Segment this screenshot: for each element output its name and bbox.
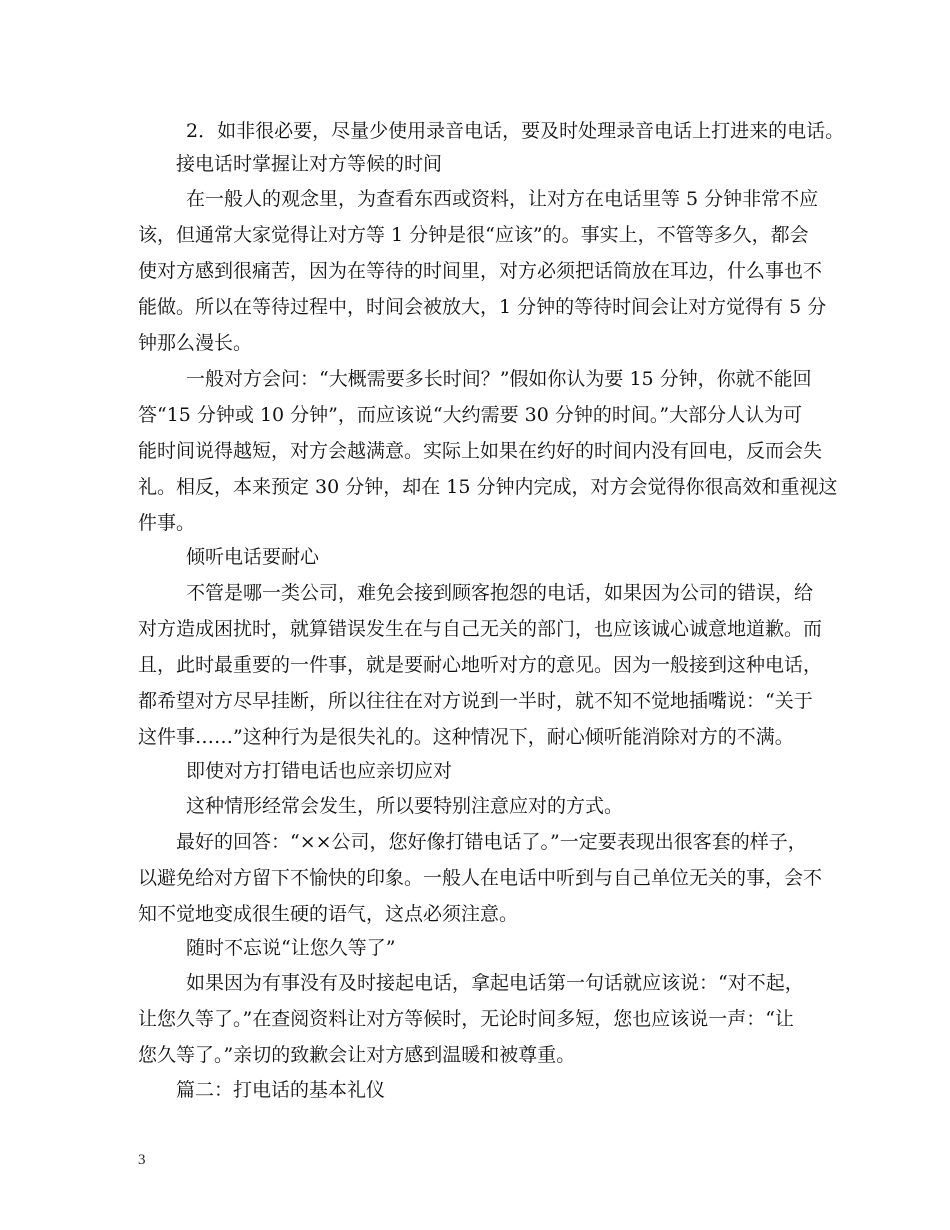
text-line: 一般对方会问：“大概需要多长时间？”假如你认为要 15 分钟，你就不能回 xyxy=(186,368,812,390)
text-line: 该，但通常大家觉得让对方等 1 分钟是很“应该”的。事实上，不管等多久，都会 xyxy=(138,224,809,246)
text-line: 在一般人的观念里，为查看东西或资料，让对方在电话里等 5 分钟非常不应 xyxy=(186,188,819,210)
section-heading: 随时不忘说“让您久等了” xyxy=(186,937,396,959)
text-line: 这种情形经常会发生，所以要特别注意应对的方式。 xyxy=(186,795,624,817)
page-number: 3 xyxy=(138,1152,146,1168)
text-line: 对方造成困扰时，就算错误发生在与自己无关的部门，也应该诚心诚意地道歉。而 xyxy=(138,618,823,640)
section-heading: 倾听电话要耐心 xyxy=(186,546,320,568)
text-line: 2．如非很必要，尽量少使用录音电话，要及时处理录音电话上打进来的电话。 xyxy=(186,120,845,142)
text-line: 不管是哪一类公司，难免会接到顾客抱怨的电话，如果因为公司的错误，给 xyxy=(186,582,814,604)
text-line: 能时间说得越短，对方会越满意。实际上如果在约好的时间内没有回电，反而会失 xyxy=(138,440,823,462)
section-heading: 接电话时掌握让对方等候的时间 xyxy=(176,153,443,175)
text-line: 您久等了。”亲切的致歉会让对方感到温暖和被尊重。 xyxy=(138,1044,576,1066)
text-line: 答“15 分钟或 10 分钟”，而应该说“大约需要 30 分钟的时间。”大部分人认为可 xyxy=(138,404,803,426)
text-line: 以避免给对方留下不愉快的印象。一般人在电话中听到与自己单位无关的事，会不 xyxy=(138,867,823,889)
text-line: 使对方感到很痛苦，因为在等待的时间里，对方必须把话筒放在耳边，什么事也不 xyxy=(138,260,823,282)
text-line: 知不觉地变成很生硬的语气，这点必须注意。 xyxy=(138,903,519,925)
text-line: 如果因为有事没有及时接起电话，拿起电话第一句话就应该说：“对不起， xyxy=(186,972,804,994)
text-line: 都希望对方尽早挂断，所以往往在对方说到一半时，就不知不觉地插嘴说：“关于 xyxy=(138,690,813,712)
text-line: 最好的回答：“××公司，您好像打错电话了。”一定要表现出很客套的样子， xyxy=(176,831,807,853)
text-line: 且，此时最重要的一件事，就是要耐心地听对方的意见。因为一般接到这种电话， xyxy=(138,654,823,676)
section-heading: 即使对方打错电话也应亲切应对 xyxy=(186,760,453,782)
text-line: 让您久等了。”在查阅资料让对方等候时，无论时间多短，您也应该说一声：“让 xyxy=(138,1008,794,1030)
text-line: 礼。相反，本来预定 30 分钟，却在 15 分钟内完成，对方会觉得你很高效和重视这 xyxy=(138,476,838,498)
text-line: 钟那么漫长。 xyxy=(138,332,253,354)
text-line: 这件事……”这种行为是很失礼的。这种情况下，耐心倾听能消除对方的不满。 xyxy=(138,726,794,748)
text-line: 能做。所以在等待过程中，时间会被放大，1 分钟的等待时间会让对方觉得有 5 分 xyxy=(138,296,827,318)
section-heading: 篇二：打电话的基本礼仪 xyxy=(176,1079,386,1101)
text-line: 件事。 xyxy=(138,512,196,534)
